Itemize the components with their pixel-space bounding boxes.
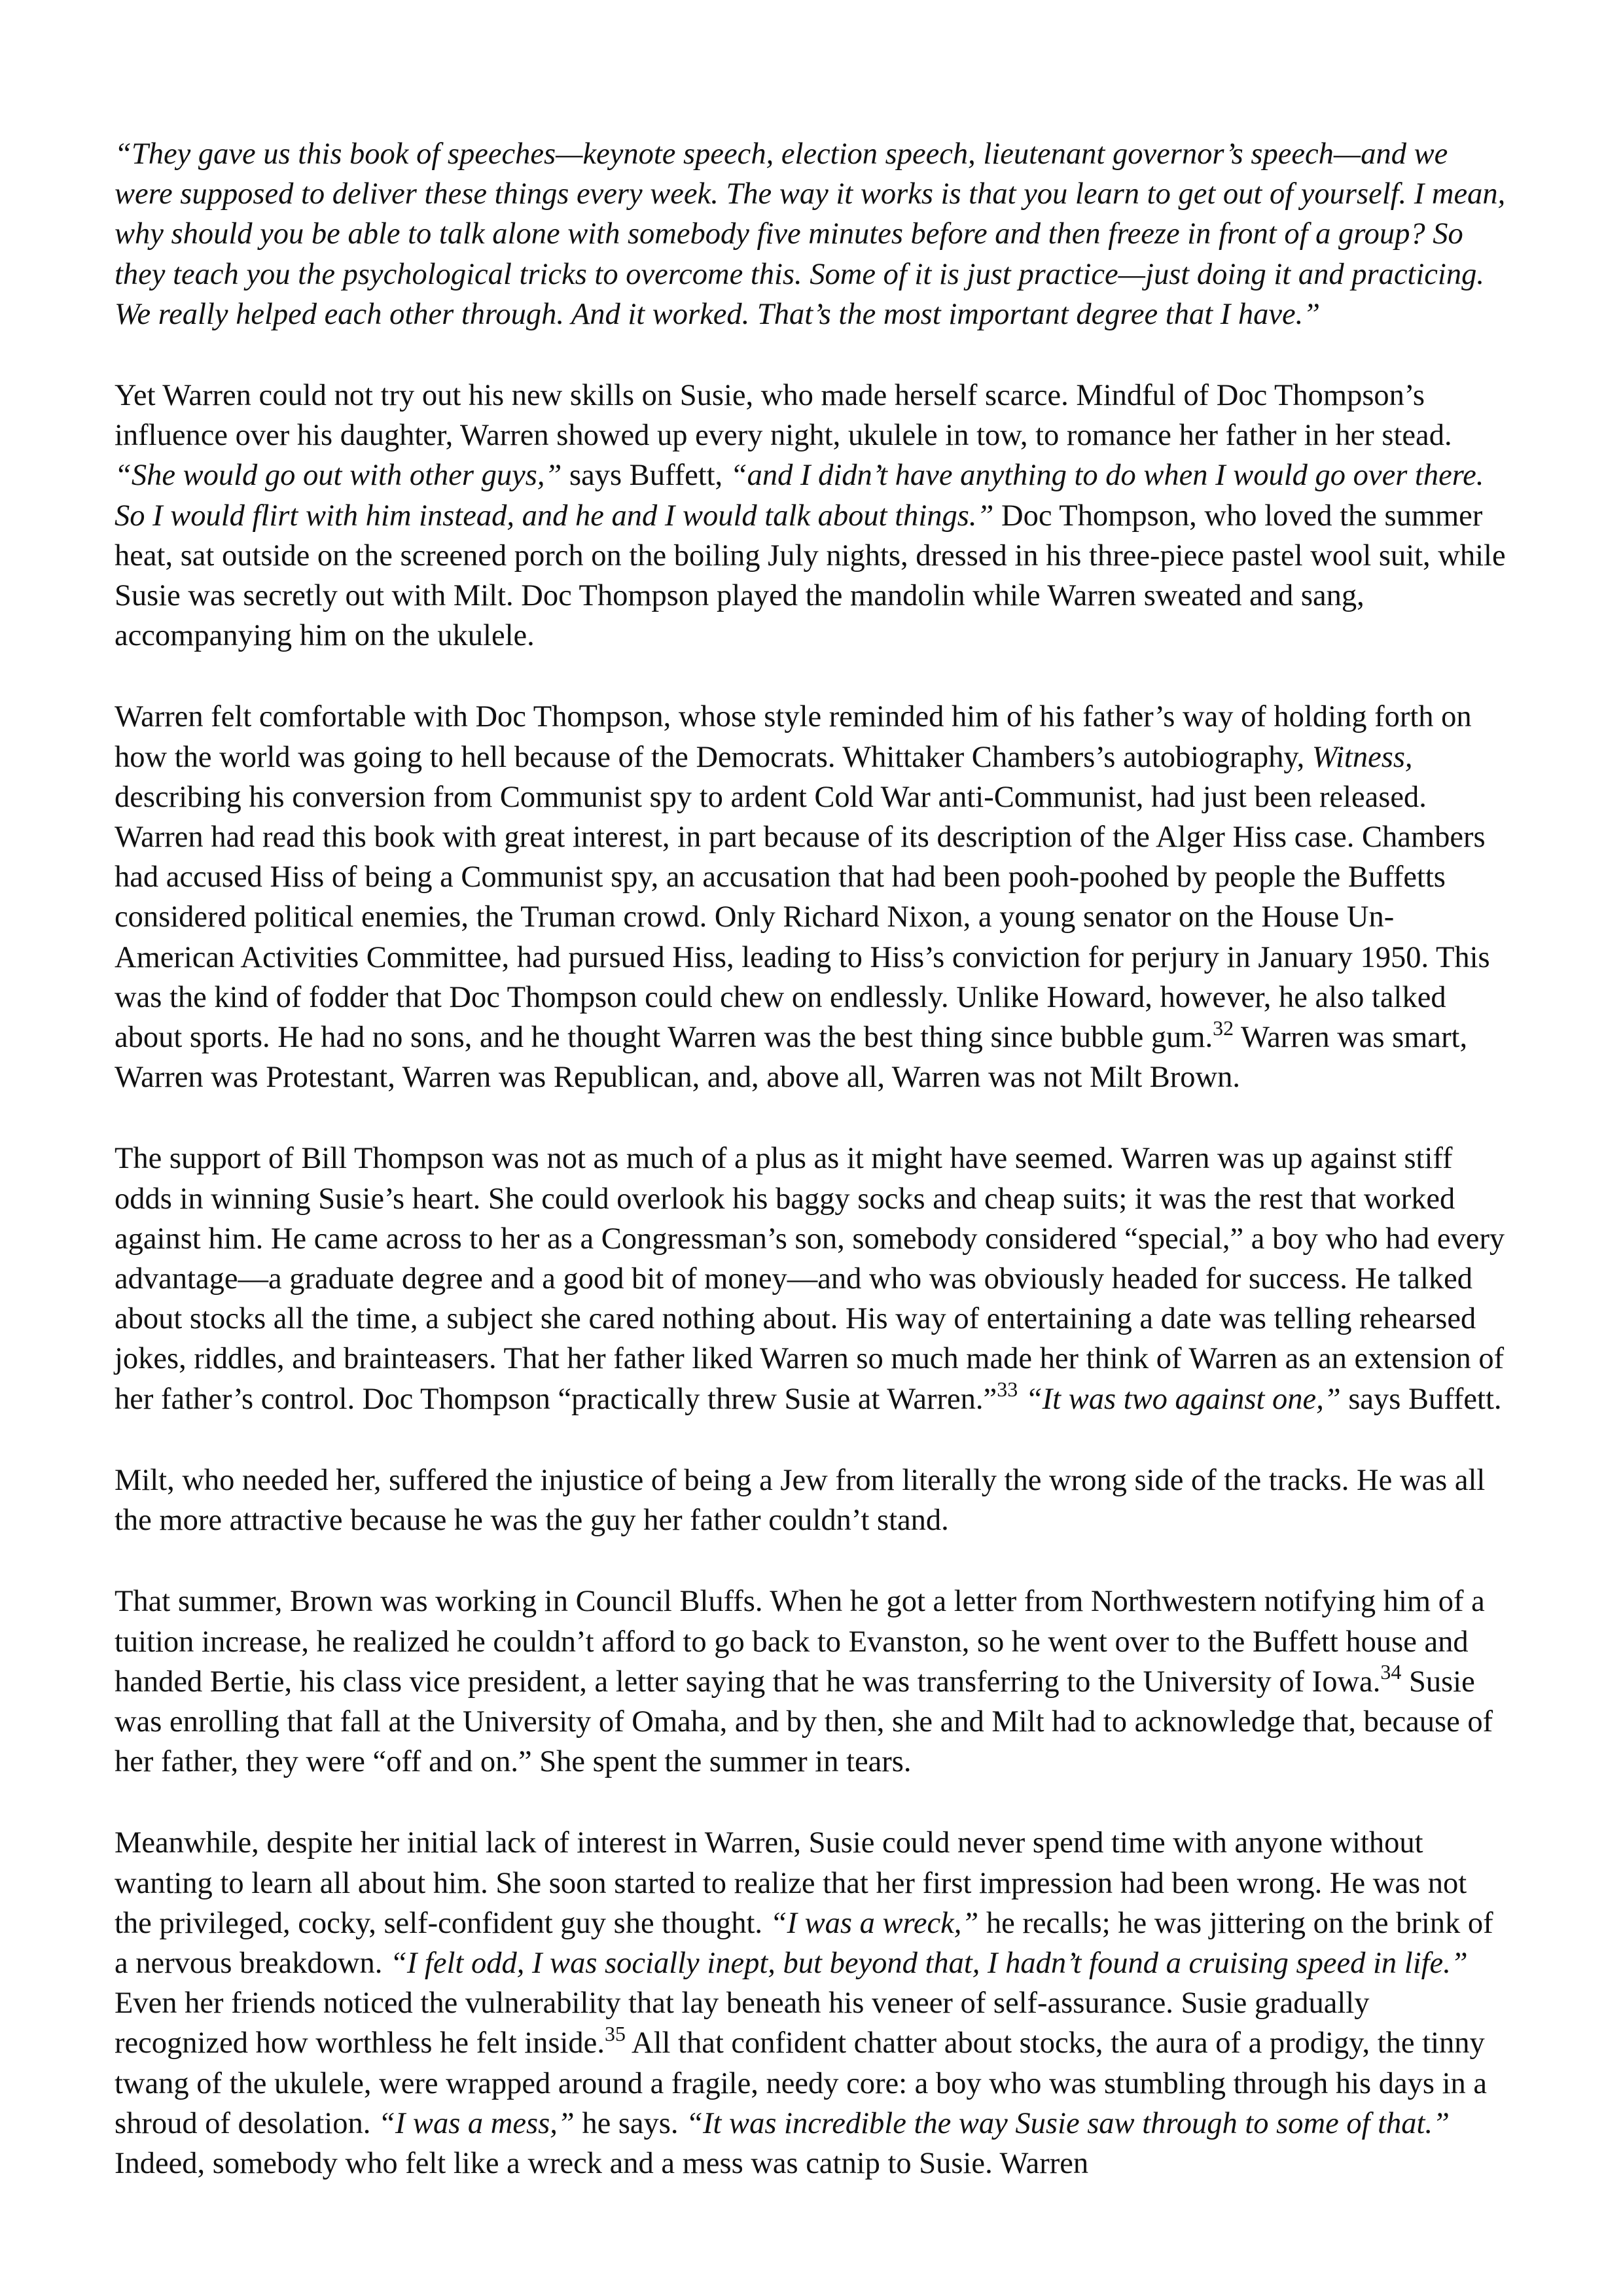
italic-quote-run: “They gave us this book of speeches—keynote speech, election speech, lieutenant governor’s speech—and we were supposed to deliver these things every week. The way it works is that you learn to get out of yourself. I mean, why should you be able to talk alone with somebody five minutes before and then freeze in front of a group? So they teach you the psychological tricks to overcome this. Some of it is just practice—just doing it and practicing. We really helped each other through. And it worked. That’s the most important degree that I have.” — [115, 137, 1506, 331]
italic-quote-run: “I was a wreck,” — [770, 1906, 979, 1940]
text-run: says Buffett. — [1340, 1382, 1502, 1416]
paragraph-1 — [115, 134, 1508, 334]
italic-quote-run: Witness, — [1311, 740, 1413, 774]
paragraph-7 — [115, 1823, 1508, 2183]
italic-quote-run: “It was incredible the way Susie saw through to some of that.” — [686, 2106, 1450, 2140]
italic-quote-run: “It was two against one,” — [1025, 1382, 1341, 1416]
paragraph-2 — [115, 376, 1508, 656]
text-run: says Buffett, — [562, 459, 730, 493]
text-run: Warren felt comfortable with Doc Thompson, whose style reminded him of his father’s way of holding forth on how the world was going to hell because of the Democrats. Whittaker Chambers’s autobiography, — [115, 700, 1472, 774]
text-run: Milt, who needed her, suffered the injustice of being a Jew from literally the wrong side of the tracks. He was all the more attractive because he was the guy her father couldn’t stand. — [115, 1463, 1486, 1538]
text-run — [1018, 1383, 1026, 1416]
text-run: That summer, Brown was working in Council Bluffs. When he got a letter from Northwestern notifying him of a tuition increase, he realized he couldn’t afford to go back to Evanston, so he went over to the Buffett house and handed Bertie, his class vice president, a letter saying that he was transferring to the University of Iowa. — [115, 1585, 1485, 1699]
text-run: Warren was smart, Warren was Protestant, Warren was Republican, and, above all, Warren was not Milt Brown. — [115, 1021, 1468, 1095]
italic-quote-run: “She would go out with other guys,” — [115, 459, 562, 493]
paragraph-6 — [115, 1581, 1508, 1782]
footnote-ref: 33 — [997, 1377, 1018, 1402]
italic-quote-run: “I felt odd, I was socially inept, but beyond that, I hadn’t found a cruising speed in life.” — [389, 1946, 1468, 1980]
text-run: Indeed, somebody who felt like a wreck and a mess was catnip to Susie. Warren — [115, 2146, 1089, 2180]
footnote-ref: 32 — [1213, 1016, 1234, 1040]
paragraph-5 — [115, 1460, 1508, 1540]
footnote-ref: 35 — [604, 2021, 626, 2045]
italic-quote-run: “and I didn’t have anything to do when I would go over there. So I would flirt with him instead, and he and I would talk about things.” — [115, 459, 1484, 533]
footnote-ref: 34 — [1380, 1660, 1402, 1684]
text-run: Yet Warren could not try out his new skills on Susie, who made herself scarce. Mindful of Doc Thompson’s influence over his daughter, Warren showed up every night, ukulele in tow, to romance her father in her stead. — [115, 379, 1452, 453]
document-page — [115, 134, 1508, 2183]
text-run: he recalls; he was jittering on the brink of a nervous breakdown. — [115, 1906, 1493, 1980]
text-run: he says. — [574, 2106, 687, 2140]
paragraph-3 — [115, 697, 1508, 1097]
text-run: describing his conversion from Communist spy to ardent Cold War anti-Communist, had just been released. Warren had read this book with great interest, in part because of its description of the Alger Hiss case. Chambers had accused Hiss of being a Communist spy, an accusation that had been pooh-poohed by people the Buffetts considered political enemies, the Truman crowd. Only Richard Nixon, a young senator on the House Un-American Activities Committee, had pursued Hiss, leading to Hiss’s conviction for perjury in January 1950. This was the kind of fodder that Doc Thompson could chew on endlessly. Unlike Howard, however, he also talked about sports. He had no sons, and he thought Warren was the best thing since bubble gum. — [115, 780, 1490, 1055]
paragraph-4 — [115, 1139, 1508, 1419]
text-run: Doc Thompson, who loved the summer heat, sat outside on the screened porch on the boiling July nights, dressed in his three-piece pastel wool suit, while Susie was secretly out with Milt. Doc Thompson played the mandolin while Warren sweated and sang, accompanying him on the ukulele. — [115, 499, 1506, 653]
italic-quote-run: “I was a mess,” — [378, 2106, 575, 2140]
text-run: The support of Bill Thompson was not as much of a plus as it might have seemed. Warren was up against stiff odds in winning Susie’s heart. She could overlook his baggy socks and cheap suits; it was the rest that worked against him. He came across to her as a Congressman’s son, somebody considered “special,” a boy who had every advantage—a graduate degree and a good bit of money—and who was obviously headed for success. He talked about stocks all the time, a subject she cared nothing about. His way of entertaining a date was telling rehearsed jokes, riddles, and brainteasers. That her father liked Warren so much made her think of Warren as an extension of her father’s control. Doc Thompson “practically threw Susie at Warren.” — [115, 1142, 1505, 1416]
text-run: Meanwhile, despite her initial lack of interest in Warren, Susie could never spend time with anyone without wanting to learn all about him. She soon started to realize that her first impression had been wrong. He was not the privileged, cocky, self-confident guy she thought. — [115, 1826, 1467, 1940]
text-run: Even her friends noticed the vulnerability that lay beneath his veneer of self-assurance. Susie gradually recognized how worthless he felt inside. — [115, 1987, 1370, 2060]
text-run: Susie was enrolling that fall at the University of Omaha, and by then, she and Milt had to acknowledge that, because of her father, they were “off and on.” She spent the summer in tears. — [115, 1665, 1493, 1779]
text-run: All that confident chatter about stocks, the aura of a prodigy, the tinny twang of the ukulele, were wrapped around a fragile, needy core: a boy who was stumbling through his days in a shroud of desolation. — [115, 2026, 1488, 2140]
